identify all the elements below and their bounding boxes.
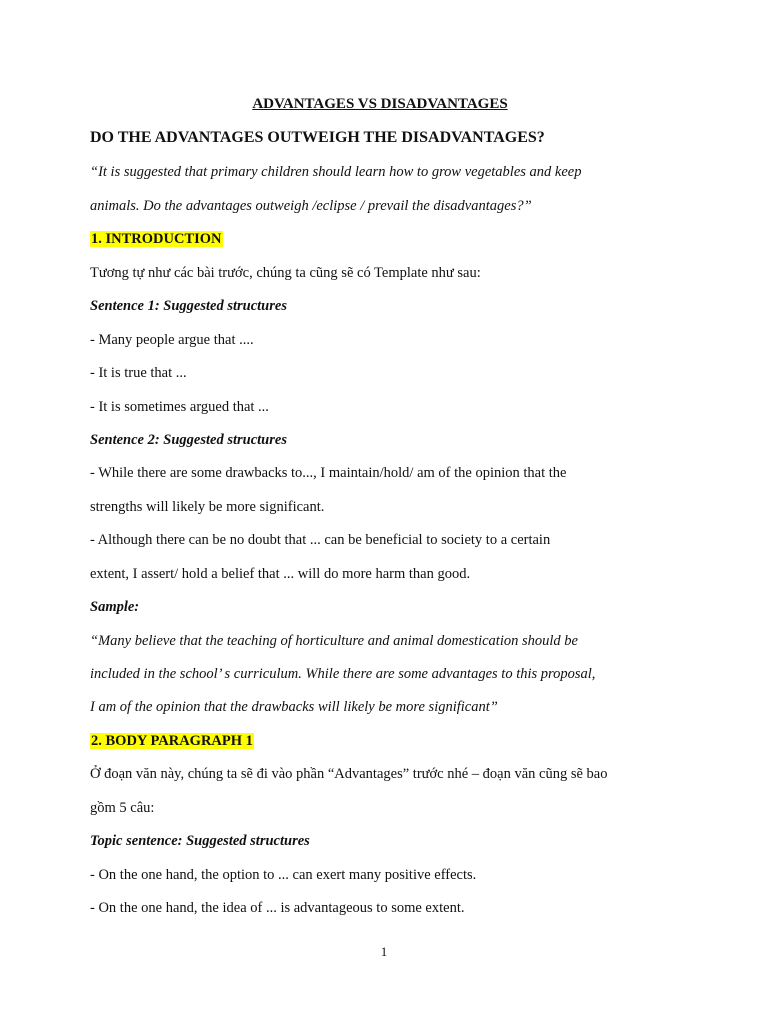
list-item-continuation: extent, I assert/ hold a belief that ... will do more harm than good. <box>90 566 471 582</box>
list-item-continuation: strengths will likely be more significant. <box>90 499 325 515</box>
sample-line-2: included in the school’ s curriculum. While there are some advantages to this proposal, <box>90 666 596 682</box>
list-item: - Although there can be no doubt that ... can be beneficial to society to a certain <box>90 532 551 548</box>
sentence1-heading: Sentence 1: Suggested structures <box>90 298 287 314</box>
sample-line-3: I am of the opinion that the drawbacks will likely be more significant” <box>90 699 498 715</box>
section-heading-body-paragraph-1 <box>90 732 254 750</box>
page-title: ADVANTAGES VS DISADVANTAGES <box>252 96 508 112</box>
section-heading-introduction <box>90 230 223 248</box>
body-text-line-2: gồm 5 câu: <box>90 800 155 816</box>
sentence2-heading: Sentence 2: Suggested structures <box>90 432 287 448</box>
list-item: - On the one hand, the option to ... can exert many positive effects. <box>90 867 477 883</box>
prompt-line-1: “It is suggested that primary children should learn how to grow vegetables and keep <box>90 164 582 180</box>
highlighted-label: 1. INTRODUCTION <box>91 231 222 247</box>
list-item: - On the one hand, the idea of ... is advantageous to some extent. <box>90 900 465 916</box>
question-heading: DO THE ADVANTAGES OUTWEIGH THE DISADVANTAGES? <box>90 129 545 146</box>
body-text-line-1: Ở đoạn văn này, chúng ta sẽ đi vào phần “Advantages” trước nhé – đoạn văn cũng sẽ bao <box>90 766 608 782</box>
page-number: 1 <box>380 944 388 959</box>
intro-text: Tương tự như các bài trước, chúng ta cũng sẽ có Template như sau: <box>90 265 481 281</box>
list-item: - It is true that ... <box>90 365 187 381</box>
list-item: - While there are some drawbacks to..., I maintain/hold/ am of the opinion that the <box>90 465 567 481</box>
list-item: - It is sometimes argued that ... <box>90 399 269 415</box>
highlighted-label: 2. BODY PARAGRAPH 1 <box>91 733 253 749</box>
prompt-line-2: animals. Do the advantages outweigh /eclipse / prevail the disadvantages?” <box>90 198 532 214</box>
sample-heading: Sample: <box>90 599 140 615</box>
topic-sentence-heading: Topic sentence: Suggested structures <box>90 833 310 849</box>
sample-line-1: “Many believe that the teaching of horticulture and animal domestication should be <box>90 633 578 649</box>
list-item: - Many people argue that .... <box>90 332 254 348</box>
